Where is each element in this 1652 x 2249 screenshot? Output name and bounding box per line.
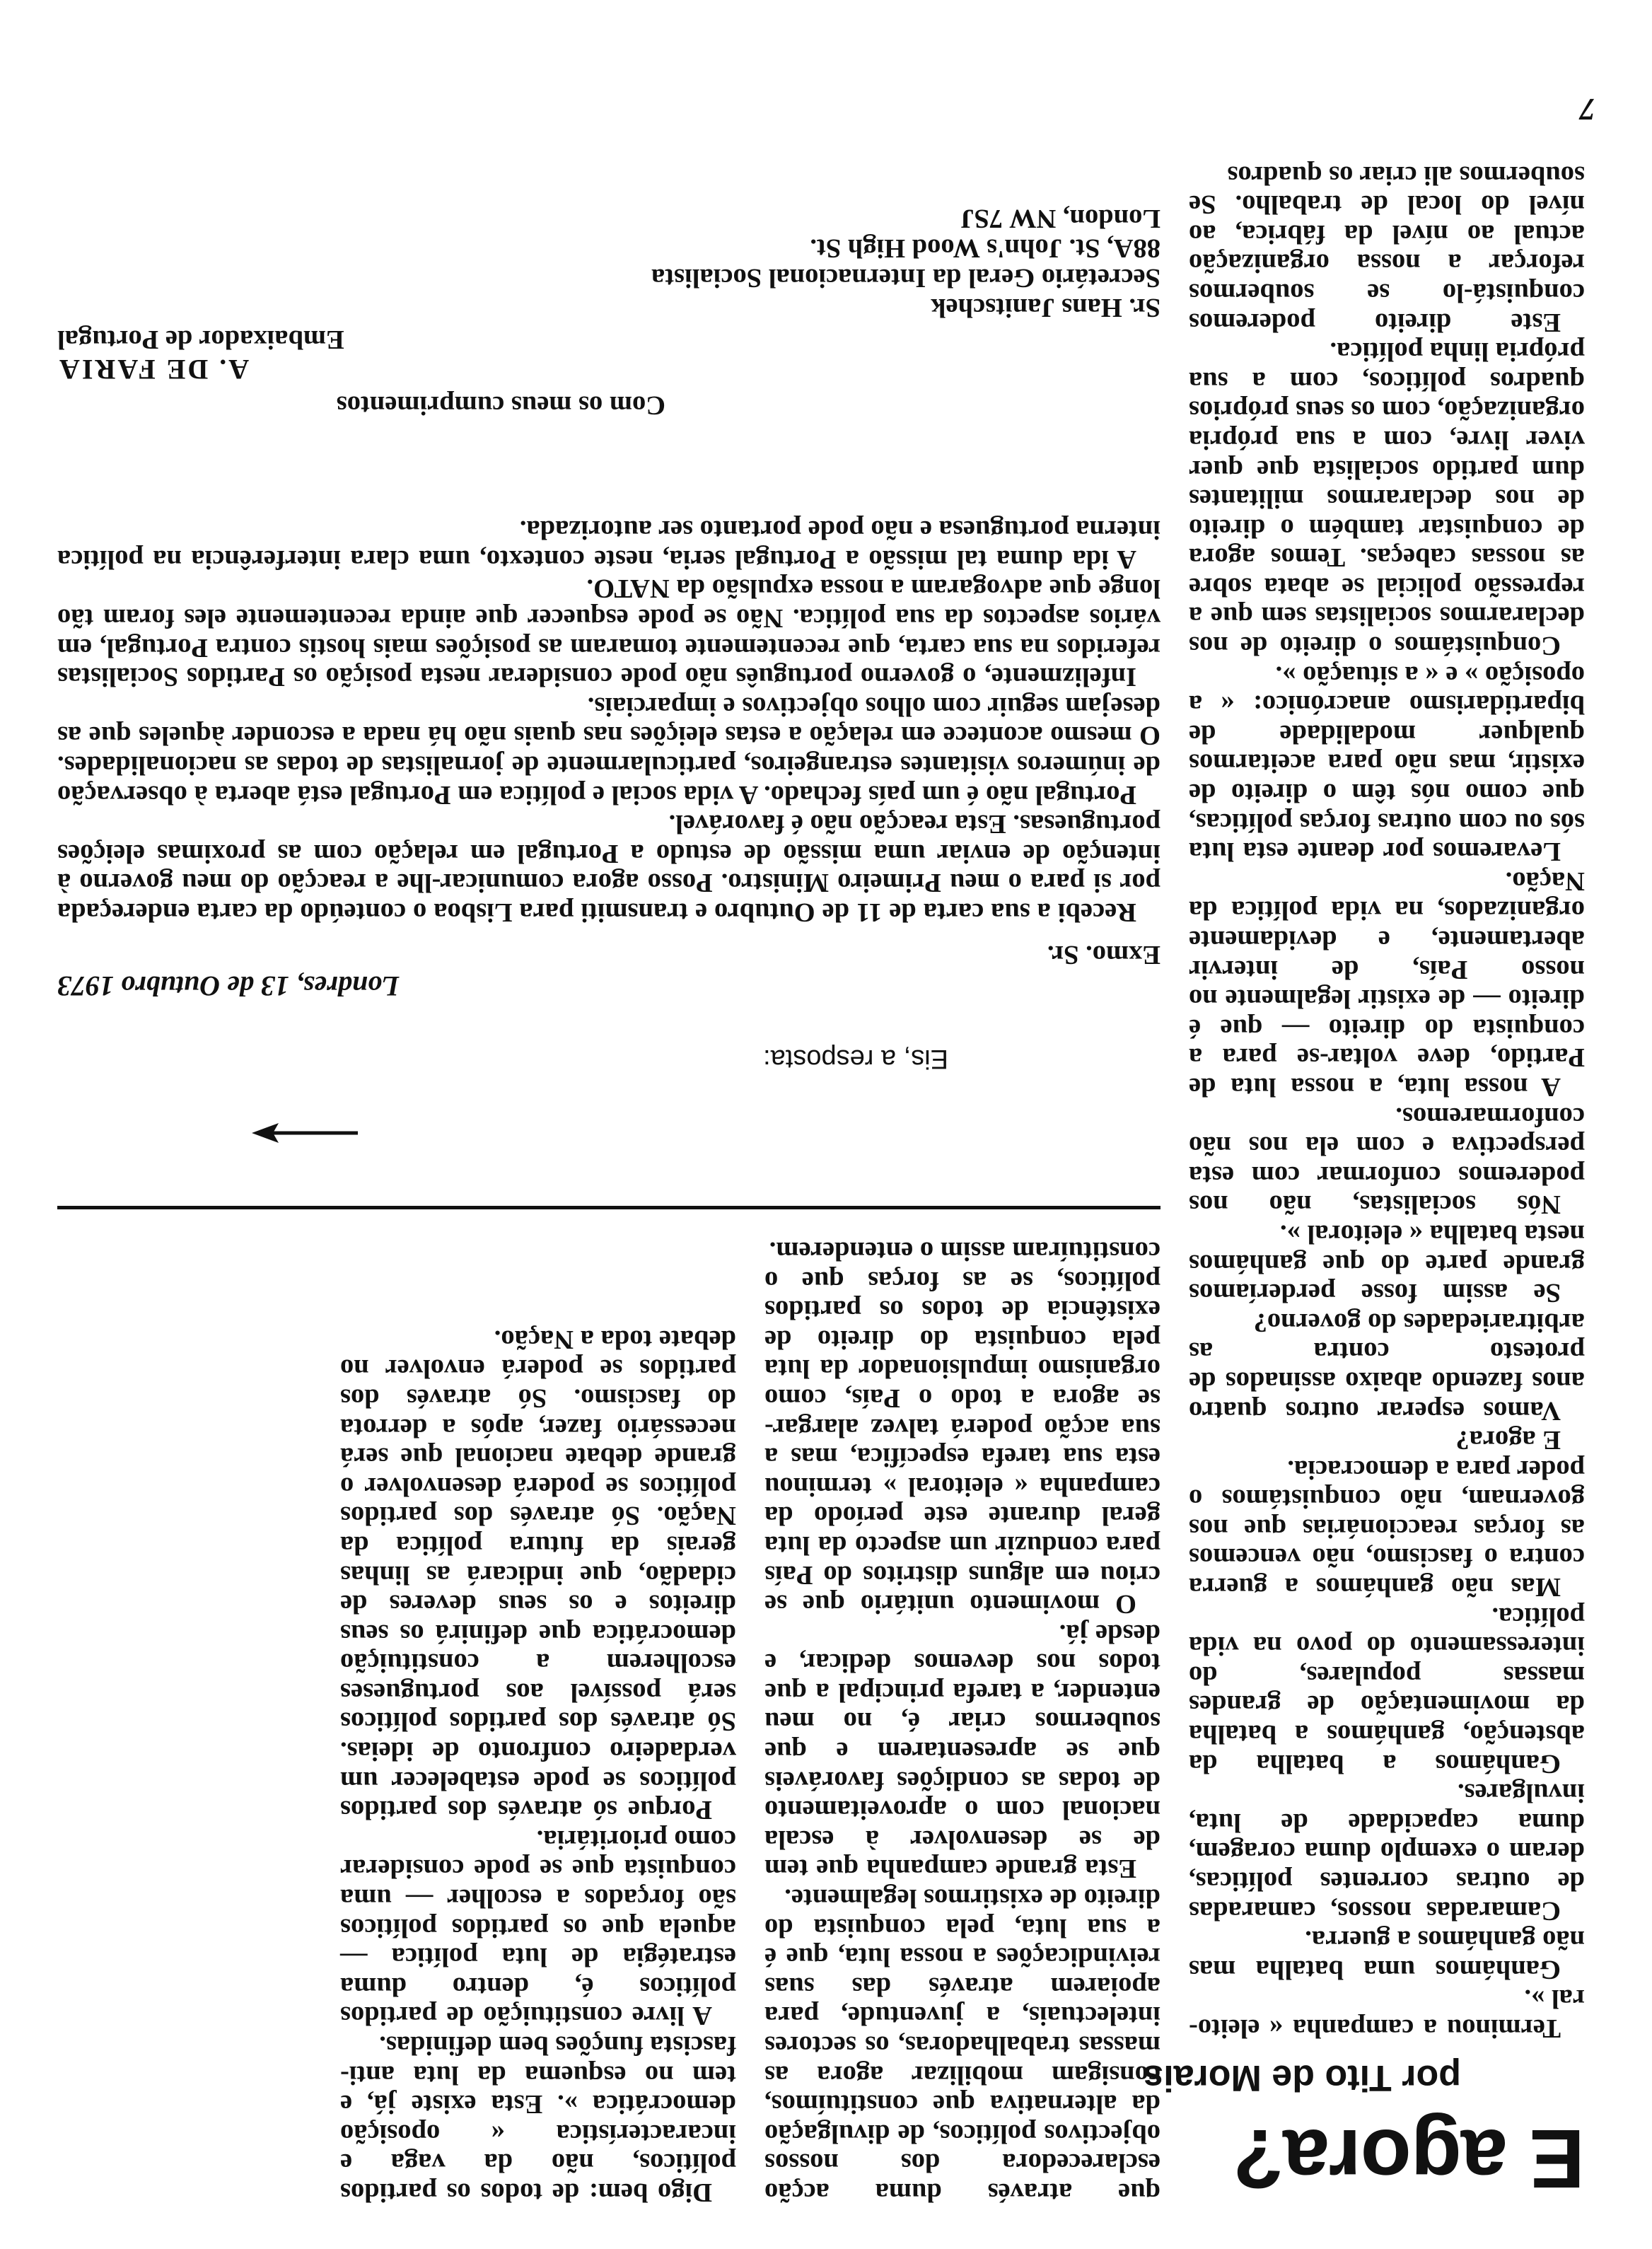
recipient-line: London, NW 7SJ [960,204,1161,233]
recipient-line: 88A, St. John's Wood High St. [810,233,1161,263]
letter-paragraph: Infelizmente, o governo português não pode considerar nesta posição os Partidos Socialistas referidos na sua carta, que recentemente tomaram as posições mais hostis contra Portugal, em vários aspectos da sua política. Não se pode esquecer que ainda recentemente eles foram tão longe que advogaram a nossa expulsão da NATO. [57,574,1161,692]
arrow-right-icon [252,1120,358,1146]
letter-body [57,515,1161,926]
section-divider [57,1206,1161,1209]
byline: por Tito de Morais [1143,2057,1461,2098]
article-paragraph: Digo bem: de todos os partidos políticos, não da vaga e incaracterística « oposição democrática ». Esta existe já, e tem no esquema da luta anti-fascista funções bem definidas. [340,2030,736,2207]
article-paragraph: Ganhámos uma batalha mas não ganhámos a guerra. [1189,1925,1585,1984]
reply-intro: Eis, a resposta: [763,1044,948,1074]
headline: E agora? [1233,2112,1585,2205]
article-paragraph: A nossa luta, a nossa luta de Partido, deve voltar-se para a conquista do direito — que é direito — de existir legalmente no nosso País, de intervir abertamente, e devidamente organizados, na vida política da Nação. [1189,866,1585,1102]
article-paragraph: Levaremos por deante esta luta sós ou com outras forças políticas, que como nós têm o direito de existir, mas não para aceitarmos qualquer modalidade de bipartidarismo anacrónico: « a oposição » e « a situação ». [1189,660,1585,867]
article-paragraph: Porque só através dos partidos políticos se pode estabelecer um verdadeiro confronto de ideias. Só através dos partidos políticos será possível aos portugueses escolherem a constituição democrática que definirá os seus direitos e os seus deveres de cidadão, que indicará as linhas gerais da futura política da Nação. Só através dos partidos políticos se poderá desenvolver o grande debate nacional que será necessário fazer, após a derrota do fascismo. Só através dos partidos se poderá envolver no debate toda a Nação. [340,1324,736,1825]
page-number: 7 [1580,92,1595,127]
letter-date: Londres, 13 de Outubro 1973 [57,970,400,1002]
article-column-3 [340,1324,736,2207]
letter-paragraph: Recebi a sua carta de 11 de Outubro e transmiti para Lisboa o conteúdo da carta endereçada por si para o meu Primeiro Ministro. Posso agora comunicar-lhe a reacção do meu governo à intenção de enviar uma missão de estudo a Portugal em relação com as proximas eleições portuguesas. Esta reacção não é favorável. [57,809,1161,927]
letter-paragraph: A ida duma tal missão a Portugal seria, neste contexto, uma clara interferência na política interna portuguesa e não pode portanto ser autorizada. [57,515,1161,574]
signature-name: A. DE FARIA [57,354,250,385]
article-paragraph: A livre constituição de partidos políticos é, dentro duma estratégia de luta política — aquela que os partidos políticos são forçados a escolher — uma conquista que se pode considerar como prioritária. [340,1824,736,2031]
article-paragraph: Ganhámos a batalha da abstenção, ganhámos a batalha da movimentação de grandes massas populares, do interessamento do povo na vida política. [1189,1601,1585,1779]
recipient-line: Secretário Geral da Internacional Socialista [651,263,1161,293]
article-paragraph: Esta grande campanha que tem de se desenvolver à escala nacional com o aproveitamento de todas as condições favoráveis que se apresentarem e que soubermos criar é, no meu entender, a tarefa principal a que todos nos devemos dedicar, e desde já. [764,1618,1161,1884]
letter-salutation: Exmo. Sr. [1047,940,1161,970]
signature-title: Embaixador de Portugal [57,325,344,354]
letter-paragraph: Portugal não é um país fechado. A vida social e política em Portugal está aberta à observação de inúmeros visitantes estrangeiros, particularmente de jornalistas de todas as nacionalidades. O mesmo acontece em relação a estas eleições nas quais não há nada a esconder àqueles que as desejam seguir com olhos objectivos e imparciais. [57,691,1161,810]
article-paragraph: E agora? [1455,1425,1561,1455]
article-paragraph: Terminou a campanha « eleito-ral ». [1189,1984,1585,2043]
article-column-1 [1189,160,1585,2042]
article-column-2 [764,1236,1161,2207]
article-paragraph: Mas não ganhámos a guerra contra o fascismo, não vencemos as forças reaccionárias que nos governam, não conquistámos o poder para a democracia. [1189,1454,1585,1603]
article-paragraph: Nós socialistas, não nos poderemos conformar com esta perspectiva e com ela nos não conformaremos. [1189,1101,1585,1220]
article-paragraph: O movimento unitário que se criou em alguns distritos do País para conduzir um aspecto da luta geral durante este período da campanha « eleitoral » terminou esta sua tarefa específica, mas a sua acção poderá talvez alargar-se agora a todo o País, como organismo impulsionador da luta pela conquista do direito de existência de todos os partidos políticos, se as forças que o constituíram assim o entenderem. [764,1236,1161,1620]
article-paragraph: que através duma acção esclarecedora dos nossos objectivos políticos, de divulgação da alternativa que constituímos, consigam mobilizar agora as massas trabalhadoras, os sectores intelectuais, a juventude, para apoiarem através das suas reivindicações a nossa luta, que é a sua luta, pela conquista do direito de existirmos legalmente. [764,1883,1161,2207]
letter-closing: Com os meus cumprimentos [336,390,665,420]
letter-recipient [651,204,1161,322]
article-paragraph: Se assim fosse perderíamos grande parte do que ganhámos nesta batalha « eleitoral ». [1189,1219,1585,1308]
article-paragraph: Camaradas nossos, camaradas de outras correntes políticas, deram o exemplo duma coragem, duma capacidade de luta, invulgares. [1189,1778,1585,1926]
article-paragraph: Conquistámos o direito de nos declararmos socialistas sem que a repressão policial se abata sobre as nossas cabeças. Temos agora de conquistar também o direito de nos declararmos militantes dum partido socialista que quer viver livre, com a sua própria organização, com os seus próprios quadros políticos, com a sua própria linha política. [1189,337,1585,661]
article-paragraph: Este direito poderemos conquistá-lo se soubermos reforçar a nossa organização actual ao nível da fábrica, ao nível do local de trabalho. Se soubermos ali criar os quadros [1189,160,1585,337]
recipient-line: Sr. Hans Janitschek [931,293,1161,322]
article-paragraph: Vamos esperar outros quatro anos fazendo abaixo assinados de protesto contra as arbitrariedades do governo? [1189,1307,1585,1426]
